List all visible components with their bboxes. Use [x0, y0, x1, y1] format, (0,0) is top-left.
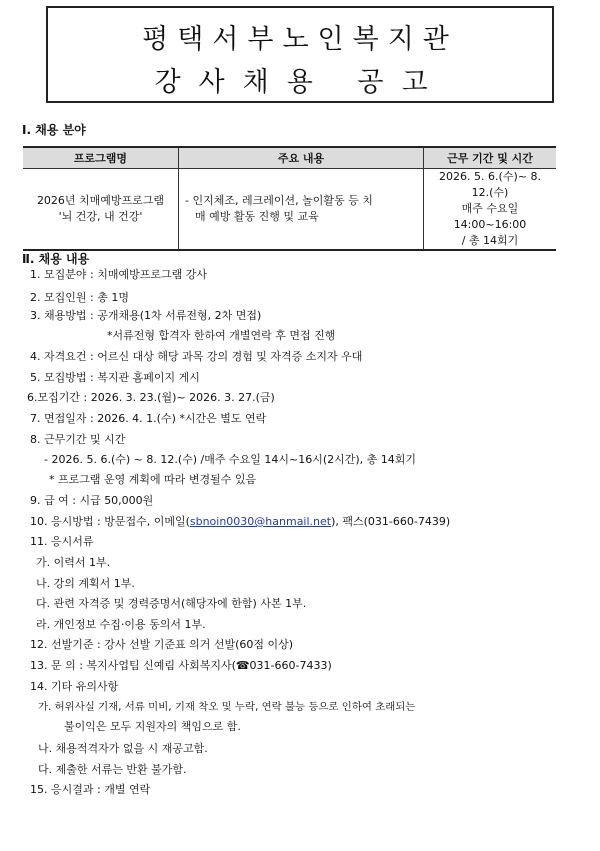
column-header: 프로그램명	[23, 147, 179, 169]
table-header-row	[23, 147, 556, 169]
list-item: 7. 면접일자 : 2026. 4. 1.(수) *시간은 별도 연락	[30, 412, 267, 425]
section1-heading: Ⅰ. 채용 분야	[22, 123, 86, 137]
recruitment-field-table	[23, 146, 556, 251]
program-name-cell	[23, 169, 179, 251]
list-item: 15. 응시결과 : 개별 연락	[30, 783, 151, 796]
list-subitem: 라. 개인정보 수집·이용 동의서 1부.	[36, 618, 206, 631]
table-row	[23, 169, 556, 251]
program-content-cell	[179, 169, 424, 251]
list-subitem: 나. 채용적격자가 없을 시 재공고함.	[38, 742, 208, 755]
list-item: 4. 자격요건 : 어르신 대상 해당 과목 강의 경험 및 자격증 소지자 우대	[30, 350, 363, 363]
period-text: 매주 수요일 14:00~16:00	[453, 202, 527, 231]
email-link[interactable]: sbnoin0030@hanmail.net	[189, 515, 332, 528]
column-header: 주요 내용	[179, 147, 424, 169]
content-text: 매 예방 활동 진행 및 교육	[195, 210, 319, 223]
list-item: 9. 급 여 : 시급 50,000원	[30, 494, 154, 507]
column-header: 근무 기간 및 시간	[424, 147, 557, 169]
list-item-apply	[30, 515, 450, 529]
section2-heading: Ⅱ. 채용 내용	[22, 252, 90, 266]
apply-text: 10. 응시방법 : 방문접수, 이메일(	[30, 515, 190, 528]
work-period-cell	[424, 169, 557, 251]
list-subitem-continued: 불이익은 모두 지원자의 책임으로 함.	[64, 720, 241, 733]
list-item-note: * 프로그램 운영 계획에 따라 변경될수 있음	[49, 473, 257, 486]
list-item: 1. 모집분야 : 치매예방프로그램 강사	[30, 268, 207, 281]
list-item: 3. 채용방법 : 공개채용(1차 서류전형, 2차 면접)	[30, 309, 262, 322]
list-item: 8. 근무기간 및 시간	[30, 433, 126, 446]
list-item: 13. 문 의 : 복지사업팀 신예림 사회복지사(☎031-660-7433)	[30, 659, 332, 672]
program-slogan: '뇌 건강, 내 건강'	[58, 210, 143, 223]
list-item: 5. 모집방법 : 복지관 홈페이지 게시	[30, 371, 200, 384]
list-item-note: *서류전형 합격자 한하여 개별연락 후 면접 진행	[107, 329, 336, 342]
list-item: 2. 모집인원 : 총 1명	[30, 291, 129, 304]
list-item: 14. 기타 유의사항	[30, 680, 119, 693]
content-text: - 인지체조, 레크레이션, 놀이활동 등 치	[185, 194, 373, 207]
page-subtitle: 강사채용 공고	[154, 67, 446, 98]
list-item-detail: - 2026. 5. 6.(수) ~ 8. 12.(수) /매주 수요일 14시~16시(2시간), 총 14회기	[44, 453, 417, 466]
period-text: 2026. 5. 6.(수)~ 8. 12.(수)	[439, 170, 541, 199]
program-name: 2026년 치매예방프로그램	[36, 194, 165, 207]
apply-text: ), 팩스(031-660-7439)	[331, 515, 451, 528]
page-title: 평택서부노인복지관	[142, 24, 458, 55]
period-text: / 총 14회기	[461, 234, 519, 247]
list-item: 12. 선발기준 : 강사 선발 기준표 의거 선발(60점 이상)	[30, 638, 294, 651]
list-subitem: 다. 제출한 서류는 반환 불가함.	[38, 763, 187, 776]
list-item: 6.모집기간 : 2026. 3. 23.(월)~ 2026. 3. 27.(금)	[27, 391, 275, 404]
list-subitem: 가. 이력서 1부.	[36, 556, 111, 569]
list-subitem: 다. 관련 자격증 및 경력증명서(해당자에 한함) 사본 1부.	[36, 597, 307, 610]
list-subitem: 나. 강의 계획서 1부.	[36, 577, 135, 590]
list-subitem: 가. 허위사실 기재, 서류 미비, 기재 착오 및 누락, 연락 불능 등으로 인하여 초래되는	[38, 701, 416, 713]
list-item: 11. 응시서류	[30, 535, 94, 548]
title-box	[46, 6, 554, 103]
